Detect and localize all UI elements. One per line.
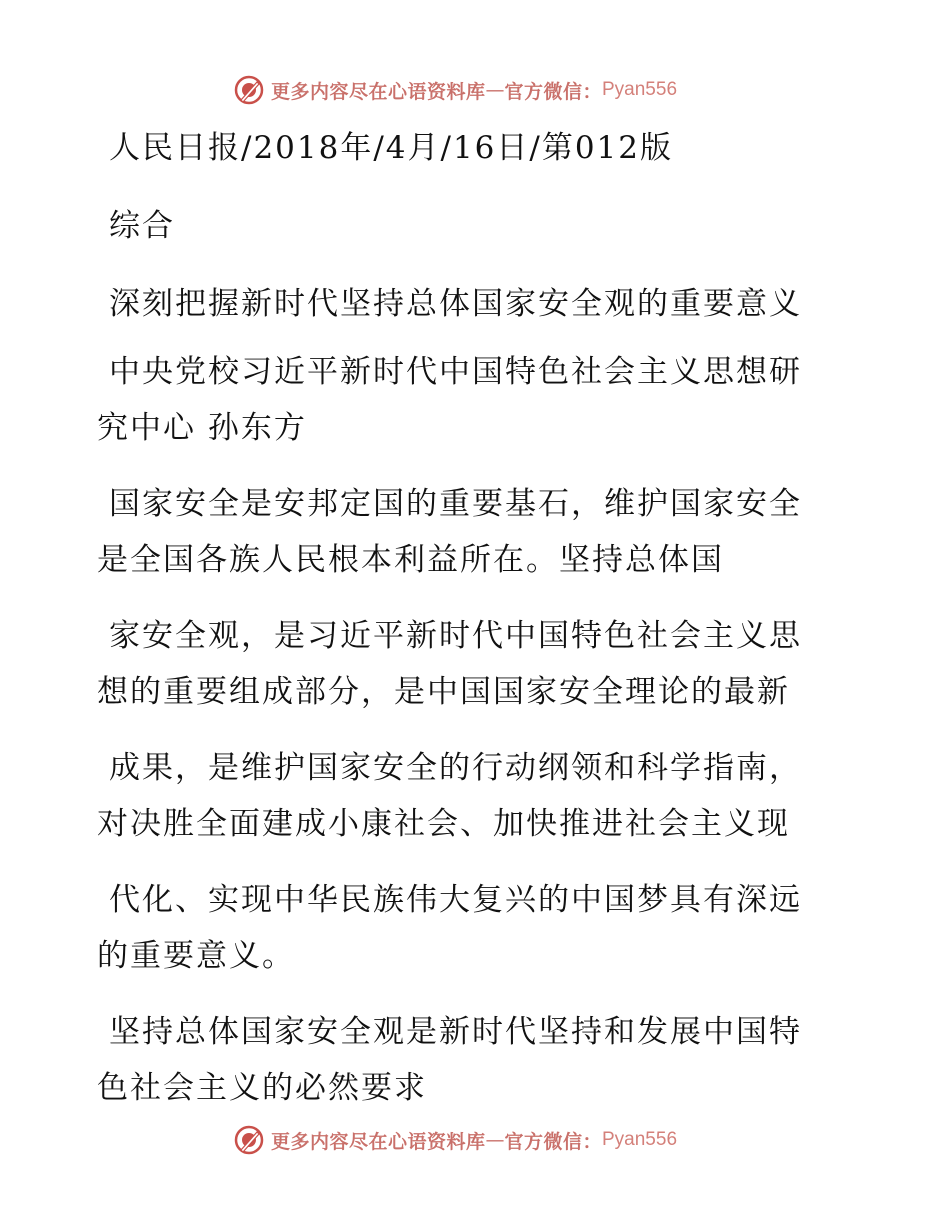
pen-logo-icon <box>233 1124 265 1156</box>
source-line: 人民日报/2018年/4月/16日/第012版 <box>109 130 674 166</box>
pen-logo-icon <box>233 74 265 106</box>
watermark-text: 更多内容尽在心语资料库 <box>270 1130 486 1153</box>
section-label: 综合 <box>109 208 175 244</box>
author-line-1: 中央党校习近平新时代中国特色社会主义思想研 <box>109 354 802 390</box>
watermark-official: 官方微信： <box>504 1130 602 1153</box>
watermark-wechat-id: Pyan556 <box>602 79 678 100</box>
section-heading-line-2: 色社会主义的必然要求 <box>97 1070 427 1106</box>
paragraph-4-line-2: 的重要意义。 <box>97 938 295 974</box>
watermark-separator: — <box>485 1129 505 1151</box>
paragraph-1-line-1: 国家安全是安邦定国的重要基石，维护国家安全 <box>109 486 802 522</box>
paragraph-3-line-1: 成果，是维护国家安全的行动纲领和科学指南， <box>109 750 802 786</box>
watermark-footer <box>0 1120 950 1160</box>
watermark-header <box>0 70 950 110</box>
author-line-2: 究中心 孙东方 <box>97 410 307 446</box>
paragraph-4-line-1: 代化、实现中华民族伟大复兴的中国梦具有深远 <box>109 882 802 918</box>
section-heading-line-1: 坚持总体国家安全观是新时代坚持和发展中国特 <box>109 1014 802 1050</box>
watermark-official: 官方微信： <box>504 80 602 103</box>
watermark-text: 更多内容尽在心语资料库 <box>270 80 486 103</box>
watermark-separator: — <box>485 79 505 101</box>
paragraph-3-line-2: 对决胜全面建成小康社会、加快推进社会主义现 <box>97 806 790 842</box>
article-body <box>97 120 837 1116</box>
paragraph-1-line-2: 是全国各族人民根本利益所在。坚持总体国 <box>97 542 724 578</box>
article-title: 深刻把握新时代坚持总体国家安全观的重要意义 <box>109 286 802 322</box>
watermark-wechat-id: Pyan556 <box>602 1129 678 1150</box>
paragraph-2-line-1: 家安全观，是习近平新时代中国特色社会主义思 <box>109 618 802 654</box>
paragraph-2-line-2: 想的重要组成部分，是中国国家安全理论的最新 <box>97 674 790 710</box>
